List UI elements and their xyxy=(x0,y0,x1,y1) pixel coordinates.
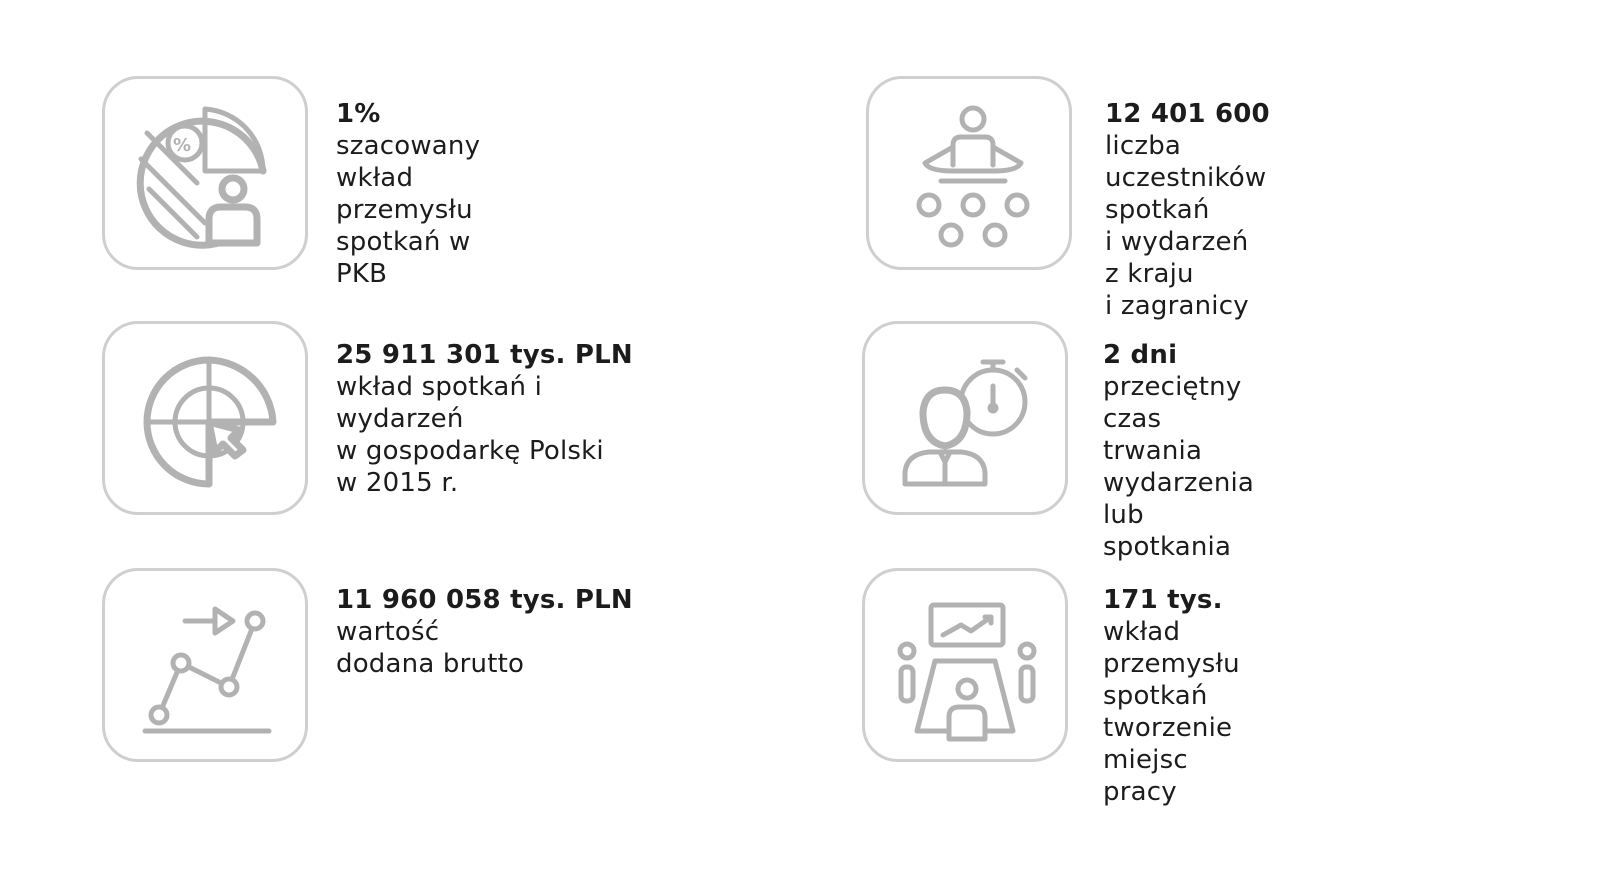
line-graph-arrow-icon xyxy=(102,568,308,762)
stat-description: wkład spotkań i wydarzeń w gospodarkę Polski w 2015 r. xyxy=(336,372,604,498)
stat-value: 12 401 600 xyxy=(1105,99,1270,129)
stat-description: wkład przemysłu spotkań tworzenie miejsc pracy xyxy=(1103,617,1240,807)
meditating-person-with-participants-icon xyxy=(866,76,1072,270)
stat-value: 2 dni xyxy=(1103,340,1178,370)
stat-description: przeciętny czas trwania wydarzenia lub spotkania xyxy=(1103,372,1255,562)
stat-value: 171 tys. xyxy=(1103,585,1223,615)
pie-chart-percent-person-icon xyxy=(102,76,308,270)
stat-description: wartość dodana brutto xyxy=(336,617,525,679)
stat-description: liczba uczestników spotkań i wydarzeń z kraju i zagranicy xyxy=(1105,131,1267,321)
person-with-stopwatch-icon xyxy=(862,321,1068,515)
stat-value: 25 911 301 tys. PLN xyxy=(336,340,633,370)
stat-value: 1% xyxy=(336,99,381,129)
target-chart-cursor-icon xyxy=(102,321,308,515)
stat-description: szacowany wkład przemysłu spotkań w PKB xyxy=(336,131,481,289)
stat-value: 11 960 058 tys. PLN xyxy=(336,585,633,615)
svg-text:%: % xyxy=(173,135,192,156)
meeting-room-presentation-icon xyxy=(862,568,1068,762)
